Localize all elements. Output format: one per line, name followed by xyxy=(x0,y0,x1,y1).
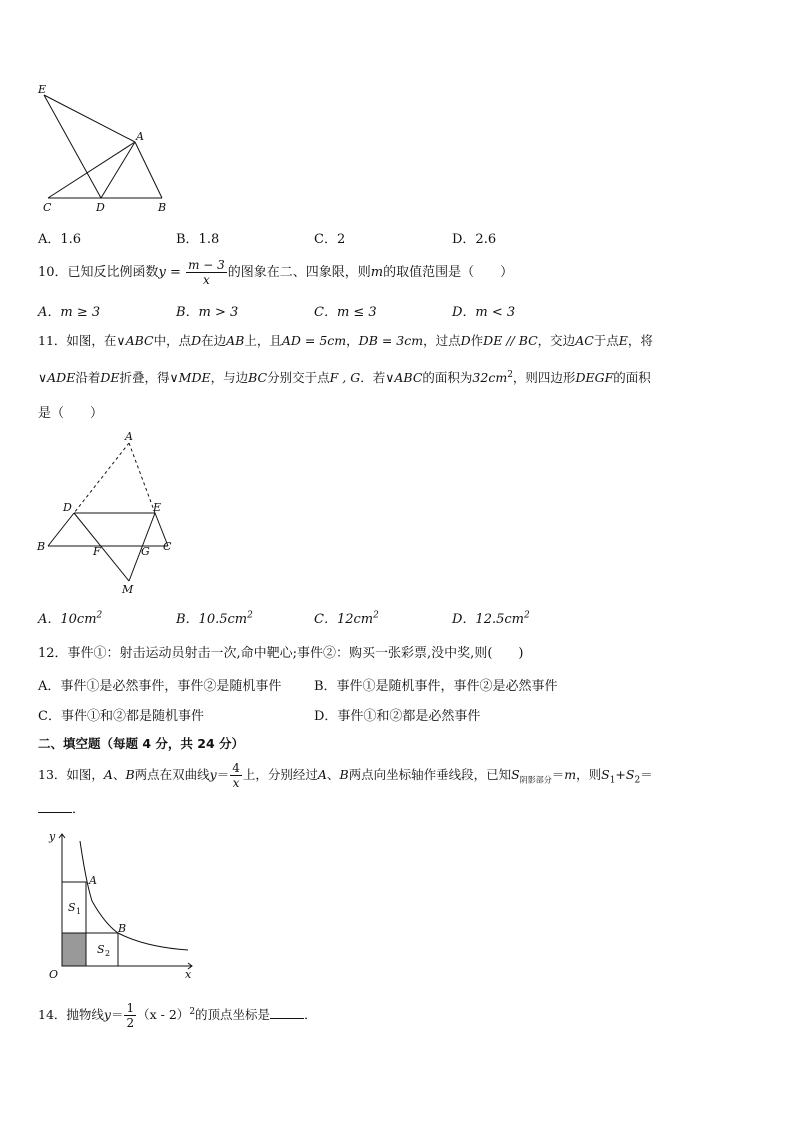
q11-option-b-text: B．10.5cm xyxy=(176,612,248,627)
q11-text: ．若∨ xyxy=(360,370,395,385)
q11-ade: ADE xyxy=(47,370,76,385)
q13-numerator: 4 xyxy=(232,761,240,775)
fig3-label-s1: S xyxy=(68,901,76,914)
q14-text: 的顶点坐标是 xyxy=(195,1007,271,1022)
q11-d: D xyxy=(191,333,202,348)
q11-text: ，与边 xyxy=(210,370,249,385)
q11-de: DE xyxy=(100,370,120,385)
q14-eq: ＝ xyxy=(110,1007,124,1022)
q11-text: ，交边 xyxy=(537,333,576,348)
q11-text: 的面积 xyxy=(613,370,651,385)
q12-option-b: B．事件①是随机事件，事件②是必然事件 xyxy=(314,679,558,694)
q14-fraction xyxy=(124,1001,136,1030)
q11-text: 于点 xyxy=(593,333,619,348)
figure-fold-triangle xyxy=(34,428,184,596)
fig3-label-s2-sub: 2 xyxy=(105,949,111,958)
q13-eq: ＝ xyxy=(216,767,230,782)
fig3-label-y: y xyxy=(49,830,56,843)
q11-text: 折叠，得∨ xyxy=(119,370,179,385)
q13-text: ，则 xyxy=(576,767,602,782)
q13-shade: 阴影部分 xyxy=(519,775,552,785)
q10-option-d: D．m < 3 xyxy=(452,305,516,320)
q13-y: y xyxy=(209,767,217,782)
q11-de-bc: DE // BC xyxy=(483,333,538,348)
q10-prefix: 10．已知反比例函数 xyxy=(38,265,159,280)
q14-denominator: 2 xyxy=(126,1016,135,1030)
q10-suffix2: 的取值范围是（ ） xyxy=(383,265,514,280)
fig3-label-a: A xyxy=(89,874,97,887)
q9-option-c: C．2 xyxy=(314,232,346,247)
section-title: 二、填空题（每题 4 分，共 24 分） xyxy=(38,736,245,751)
q11-text: ∨ xyxy=(38,370,48,385)
q13-denominator: x xyxy=(232,776,240,790)
q13-answer-blank xyxy=(38,800,72,813)
q11-option-a-text: A．10cm xyxy=(38,612,97,627)
fig3-label-s2: S xyxy=(97,943,105,956)
q13-text: 两点在双曲线 xyxy=(134,767,210,782)
q13-a: A xyxy=(103,767,113,782)
fig1-label-c: C xyxy=(43,201,52,214)
fig3-label-x: x xyxy=(185,968,192,980)
q11-option-d-text: D．12.5cm xyxy=(452,612,524,627)
q11-line-3: 是（ ） xyxy=(38,406,104,421)
q11-d: D xyxy=(460,333,471,348)
q12-option-d: D．事件①和②都是必然事件 xyxy=(314,709,481,724)
q11-option-c xyxy=(314,608,379,627)
q10-eq: = xyxy=(165,265,186,280)
q14-y: y xyxy=(103,1007,111,1022)
q13-text: 13．如图， xyxy=(38,767,104,782)
q13-text: ＝ xyxy=(551,767,565,782)
q11-text: 作 xyxy=(470,333,484,348)
figure-triangle-ace xyxy=(34,80,174,216)
q10-m: m xyxy=(370,265,384,280)
q10-fraction xyxy=(186,258,227,287)
fig2-label-a: A xyxy=(125,430,133,443)
figure-hyperbola xyxy=(40,826,200,980)
q11-text: 11．如图，在∨ xyxy=(38,333,126,348)
q10-option-b: B．m > 3 xyxy=(176,305,239,320)
q11-option-d xyxy=(452,608,530,627)
fig1-label-d: D xyxy=(96,201,105,214)
fig2-label-f: F xyxy=(93,545,101,558)
q14-stem xyxy=(38,997,317,1033)
q11-e: E xyxy=(618,333,628,348)
q11-text: ，过点 xyxy=(423,333,461,348)
q13-text: 两点向坐标轴作垂线段，已知 xyxy=(348,767,512,782)
q11-db-eq: DB = 3cm xyxy=(358,333,424,348)
fig2-label-b: B xyxy=(37,540,46,553)
q11-sq: 2 xyxy=(507,369,513,380)
fig1-label-a: A xyxy=(136,130,144,143)
q14-expression: （x - 2） xyxy=(137,1007,190,1022)
q9-option-b: B．1.8 xyxy=(176,232,220,247)
fig2-label-g: G xyxy=(141,545,150,558)
q14-sq: 2 xyxy=(189,1006,196,1017)
q11-option-a-sq: 2 xyxy=(96,610,103,621)
q11-line-2 xyxy=(38,368,651,388)
q11-option-b xyxy=(176,608,253,627)
fig3-label-s1-sub: 1 xyxy=(76,907,82,916)
q13-s1: S xyxy=(601,767,610,782)
q13-stem xyxy=(38,757,653,793)
q13-m: m xyxy=(564,767,577,782)
q13-text: ＝ xyxy=(640,767,653,782)
q11-text: 沿着 xyxy=(75,370,101,385)
q14-end: ． xyxy=(304,1007,317,1022)
fig3-label-b: B xyxy=(118,922,127,935)
q10-option-c: C．m ≤ 3 xyxy=(314,305,377,320)
q13-sub-1: 1 xyxy=(609,775,616,786)
q10-y: y xyxy=(158,265,166,280)
q11-text: ，则四边形 xyxy=(512,370,576,385)
q14-numerator: 1 xyxy=(126,1001,135,1015)
q11-line-1 xyxy=(38,331,653,351)
q11-degf: DEGF xyxy=(575,370,614,385)
q9-option-a: A．1.6 xyxy=(38,232,82,247)
q11-option-b-sq: 2 xyxy=(247,610,253,621)
q11-abc: ABC xyxy=(125,333,154,348)
fig1-label-e: E xyxy=(38,83,47,96)
q11-text: ，将 xyxy=(627,333,653,348)
q13-end: ． xyxy=(72,802,86,817)
q13-s: S xyxy=(511,767,520,782)
fig2-label-e: E xyxy=(153,501,162,514)
q12-stem: 12．事件①：射击运动员射击一次,命中靶心;事件②：购买一张彩票,没中奖,则( ) xyxy=(38,646,524,661)
q11-option-c-sq: 2 xyxy=(373,610,379,621)
q11-text: 在边 xyxy=(201,333,227,348)
fig2-label-c: C xyxy=(163,540,172,553)
q13-text: 上，分别经过 xyxy=(242,767,318,782)
q11-option-c-text: C．12cm xyxy=(314,612,374,627)
fig2-label-m: M xyxy=(122,583,134,596)
q14-text: 14．抛物线 xyxy=(38,1007,104,1022)
q11-option-d-sq: 2 xyxy=(523,610,530,621)
q13-text: 、 xyxy=(112,767,126,782)
q13-plus: + xyxy=(615,767,626,782)
q11-text: ， xyxy=(346,333,359,348)
q13-b: B xyxy=(125,767,135,782)
q10-denominator: x xyxy=(203,273,210,287)
q13-answer-line xyxy=(38,800,85,820)
q14-answer-blank xyxy=(270,1006,304,1019)
q11-text: 上，且 xyxy=(244,333,282,348)
q13-fraction xyxy=(230,761,242,790)
q11-ac: AC xyxy=(575,333,594,348)
q11-mde: MDE xyxy=(178,370,211,385)
q13-s2: S xyxy=(625,767,635,782)
q11-ad-eq: AD = 5cm xyxy=(281,333,347,348)
fig2-label-d: D xyxy=(63,501,72,514)
q11-text: 分别交于点 xyxy=(267,370,330,385)
q11-bc: BC xyxy=(248,370,268,385)
q10-option-a: A．m ≥ 3 xyxy=(38,305,101,320)
q13-sub-2: 2 xyxy=(634,775,641,786)
q10-suffix1: 的图象在二、四象限，则 xyxy=(227,265,371,280)
q10-stem xyxy=(38,258,513,288)
q13-a: A xyxy=(317,767,327,782)
fig3-label-o: O xyxy=(49,968,59,980)
q11-fg: F , G xyxy=(329,370,361,385)
q11-text: 的面积为 xyxy=(422,370,473,385)
q12-option-c: C．事件①和②都是随机事件 xyxy=(38,709,204,724)
q11-option-a xyxy=(38,608,102,627)
q10-numerator: m − 3 xyxy=(188,258,225,272)
q13-b: B xyxy=(339,767,349,782)
q11-ab: AB xyxy=(226,333,245,348)
q11-text: 中，点 xyxy=(153,333,192,348)
q11-area-value: 32cm xyxy=(472,370,508,385)
q11-abc: ABC xyxy=(394,370,423,385)
q12-option-a: A．事件①是必然事件，事件②是随机事件 xyxy=(38,679,282,694)
fig1-label-b: B xyxy=(158,201,167,214)
q9-option-d: D．2.6 xyxy=(452,232,497,247)
q13-text: 、 xyxy=(326,767,340,782)
